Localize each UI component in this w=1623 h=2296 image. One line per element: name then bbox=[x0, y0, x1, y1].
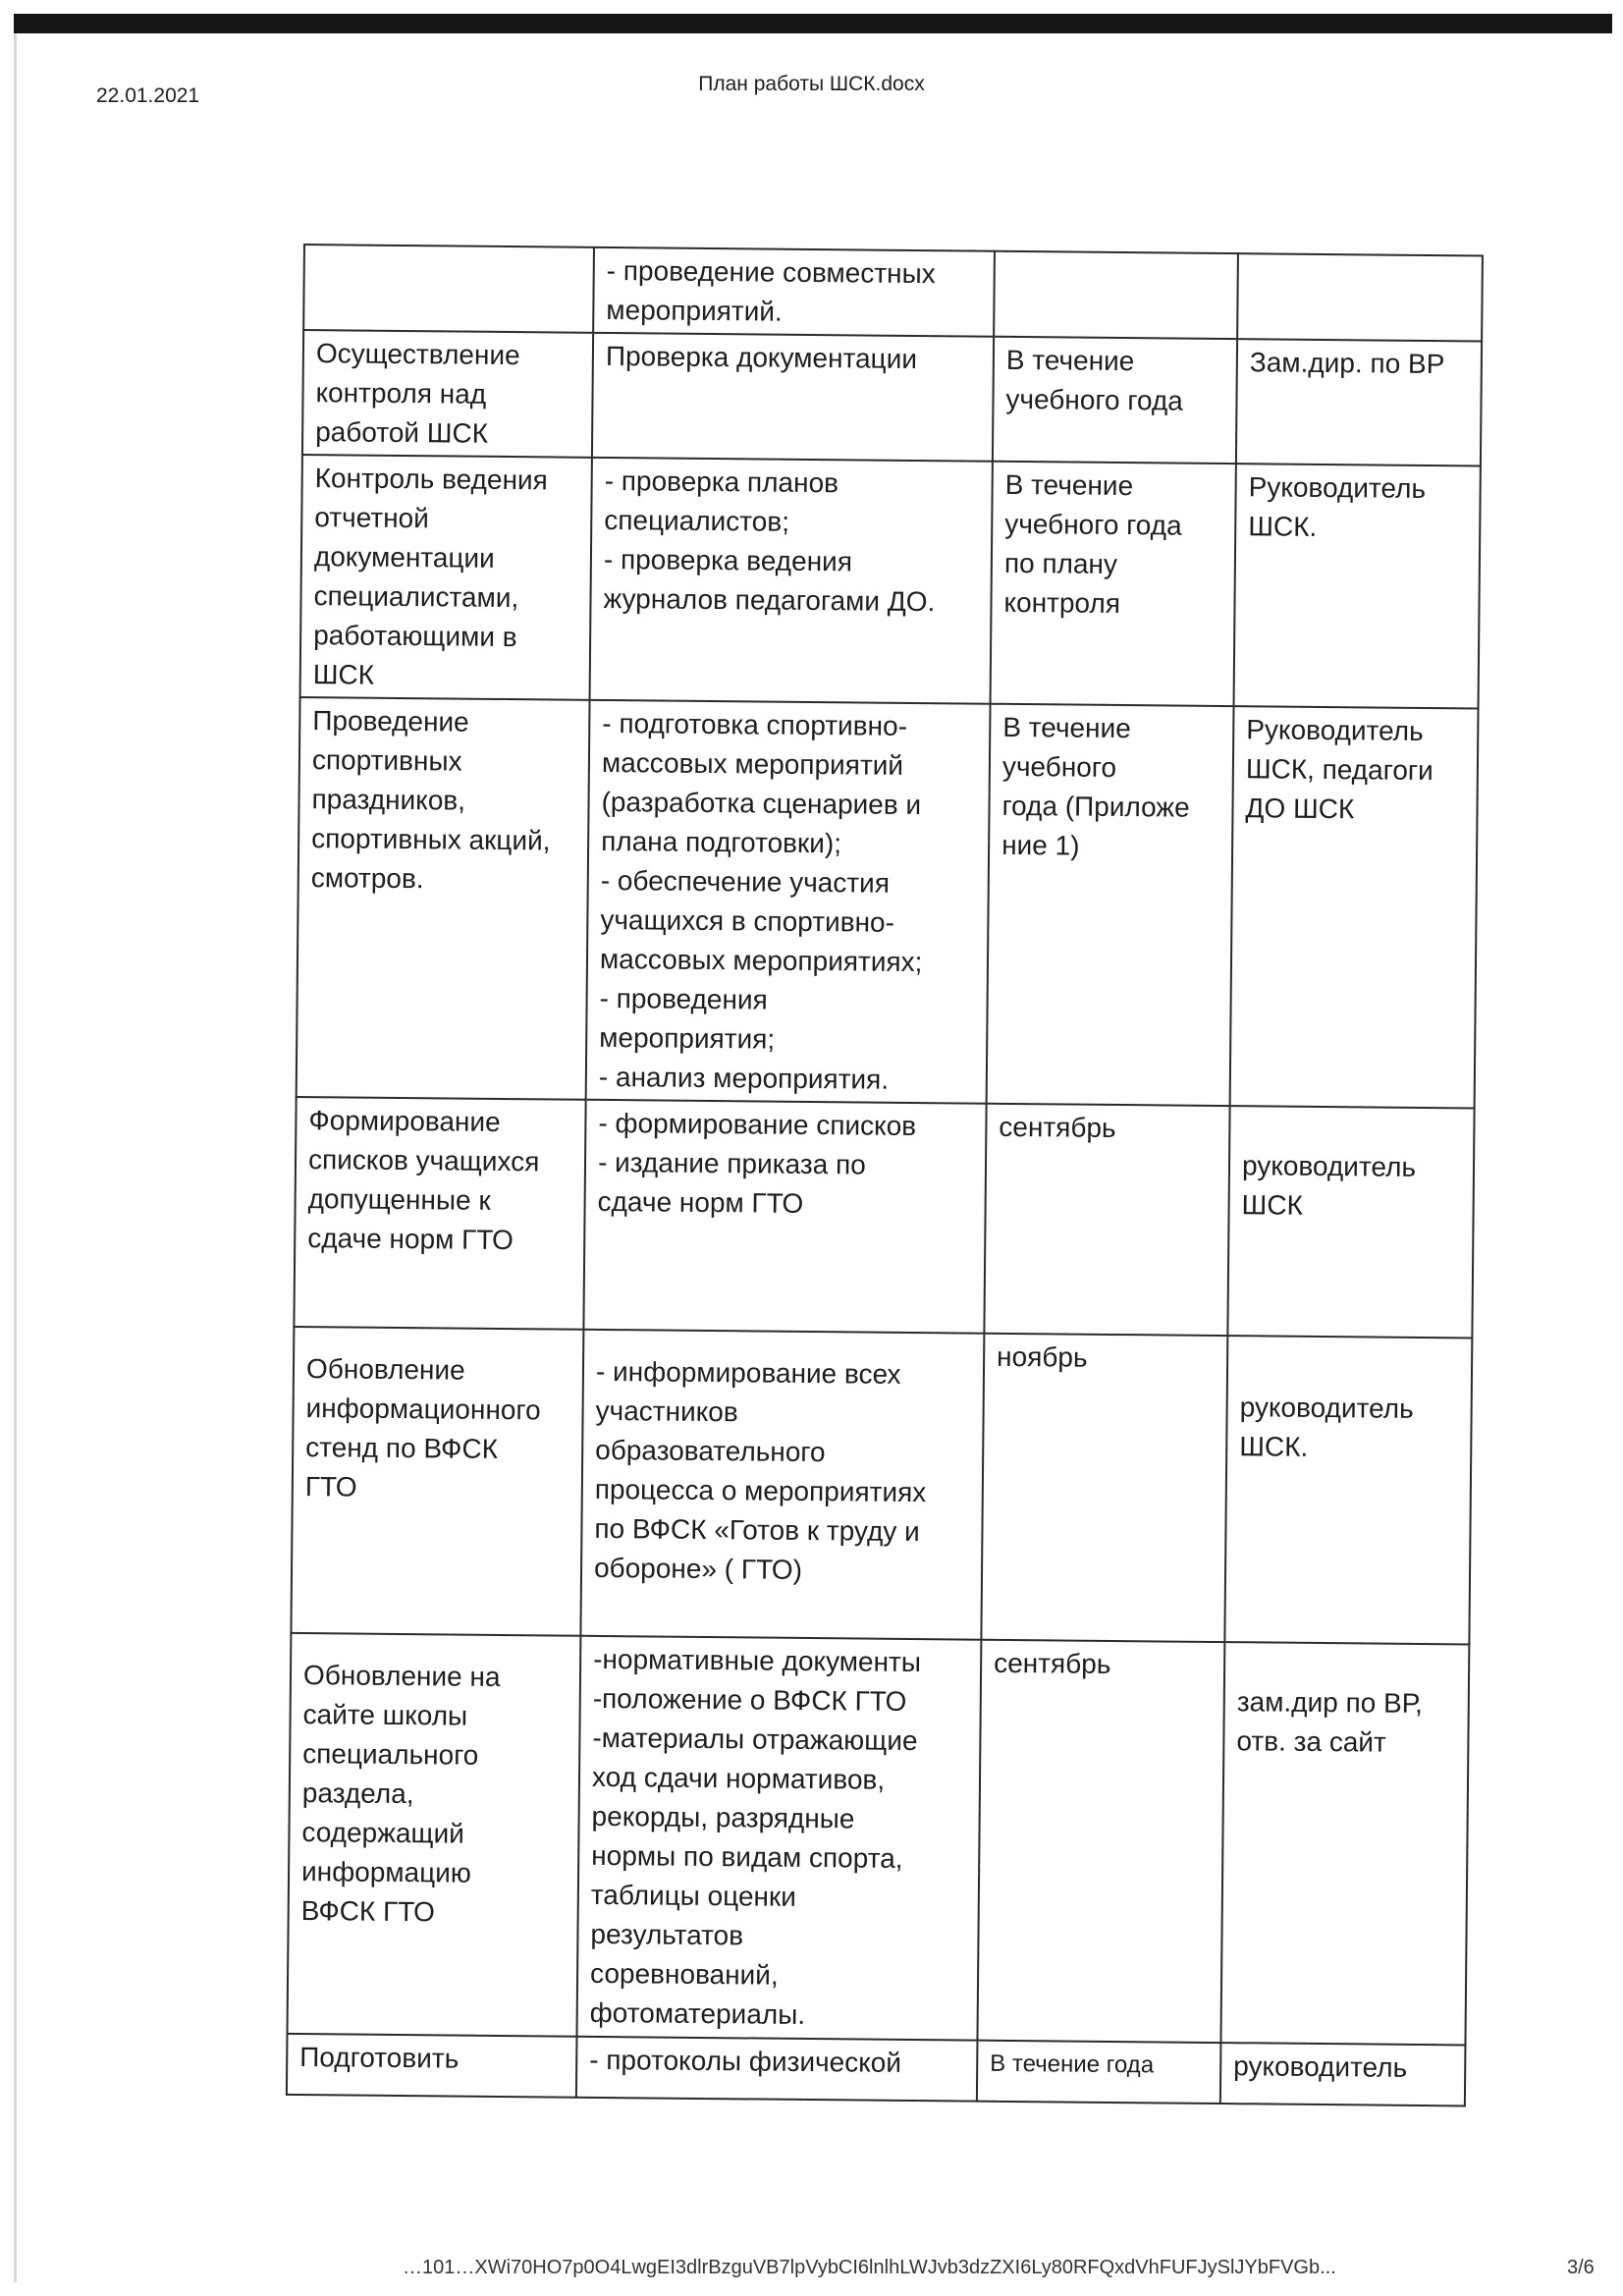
content-cell: - формирование списков - издание приказа по сдаче норм ГТО bbox=[583, 1100, 986, 1334]
scan-border-left bbox=[14, 33, 17, 2282]
activity-cell: Проведение спортивных праздников, спортивных акций, смотров. bbox=[297, 697, 590, 1100]
work-plan-table bbox=[286, 244, 1484, 2106]
content-cell: - проведение совместных мероприятий. bbox=[593, 247, 995, 337]
table-row bbox=[291, 1327, 1472, 1645]
table-row bbox=[294, 1097, 1474, 1339]
activity-cell: Обновление на сайте школы специального раздела, содержащий информацию ВФСК ГТО bbox=[288, 1633, 581, 2037]
table-row bbox=[303, 245, 1483, 342]
responsible-cell: зам.дир по ВР, отв. за сайт bbox=[1220, 1642, 1469, 2045]
responsible-cell: Руководитель ШСК, педагоги ДО ШСК bbox=[1230, 706, 1479, 1108]
activity-cell: Контроль ведения отчетной документации специалистами, работающими в ШСК bbox=[300, 455, 592, 700]
activity-cell: Осуществление контроля над работой ШСК bbox=[302, 330, 593, 458]
activity-cell: Подготовить bbox=[287, 2034, 577, 2098]
content-cell: Проверка документации bbox=[592, 333, 994, 462]
footer-url: …101…XWi70HO7p0O4LwgEI3dlrBzguVB7lpVybCI6lnlhLWJvb3dzZXI6Ly80RFQxdVhFUFJySlJYbFVGb... bbox=[403, 2257, 1336, 2278]
period-cell: В течение учебного года bbox=[993, 337, 1237, 464]
activity-cell bbox=[303, 245, 594, 333]
table-row bbox=[302, 330, 1482, 466]
table-row bbox=[287, 2034, 1466, 2106]
responsible-cell: руководитель ШСК bbox=[1227, 1106, 1474, 1338]
content-cell: -нормативные документы -положение о ВФСК ГТО -материалы отражающие ход сдачи нормативов, рекорды, разрядные нормы по видам спорта, таблицы оценки результатов соревнований, фотоматериалы. bbox=[576, 1636, 981, 2041]
content-cell: - проверка планов специалистов; - проверка ведения журналов педагогами ДО. bbox=[590, 458, 993, 704]
content-cell: - протоколы физической bbox=[576, 2037, 978, 2102]
period-cell: сентябрь bbox=[984, 1104, 1229, 1336]
table-row bbox=[300, 455, 1481, 709]
activity-cell: Формирование списков учащихся допущенные к сдаче норм ГТО bbox=[294, 1097, 585, 1330]
responsible-cell: Руководитель ШСК. bbox=[1234, 464, 1481, 708]
responsible-cell bbox=[1237, 253, 1483, 341]
responsible-cell: руководитель bbox=[1220, 2043, 1466, 2105]
period-cell bbox=[994, 251, 1238, 339]
period-cell: В течение учебного года (Приложе ние 1) bbox=[987, 704, 1234, 1106]
content-cell: - информирование всех участников образовательного процесса о мероприятиях по ВФСК «Готов к труду и обороне» ( ГТО) bbox=[580, 1330, 984, 1640]
responsible-cell: Зам.дир. по ВР bbox=[1236, 339, 1482, 465]
document-title: План работы ШСК.docx bbox=[698, 73, 925, 95]
table-row bbox=[288, 1633, 1470, 2046]
period-cell: сентябрь bbox=[977, 1640, 1224, 2043]
period-cell: В течение учебного года по плану контроля bbox=[991, 462, 1236, 706]
content-cell: - подготовка спортивно- массовых мероприятий (разработка сценариев и плана подготовки); - обеспечение участия учащихся в спортивно- массовых мероприятиях; - проведения мероприятия; - анализ мероприятия. bbox=[586, 700, 991, 1104]
responsible-cell: руководитель ШСК. bbox=[1224, 1336, 1472, 1644]
print-date: 22.01.2021 bbox=[96, 84, 200, 107]
table-row bbox=[297, 697, 1479, 1109]
scan-border-top bbox=[14, 14, 1612, 33]
activity-cell: Обновление информационного стенд по ВФСК ГТО bbox=[291, 1327, 583, 1636]
period-cell: ноябрь bbox=[981, 1334, 1227, 1642]
period-cell: В течение года bbox=[977, 2041, 1221, 2104]
page-number: 3/6 bbox=[1567, 2257, 1595, 2278]
